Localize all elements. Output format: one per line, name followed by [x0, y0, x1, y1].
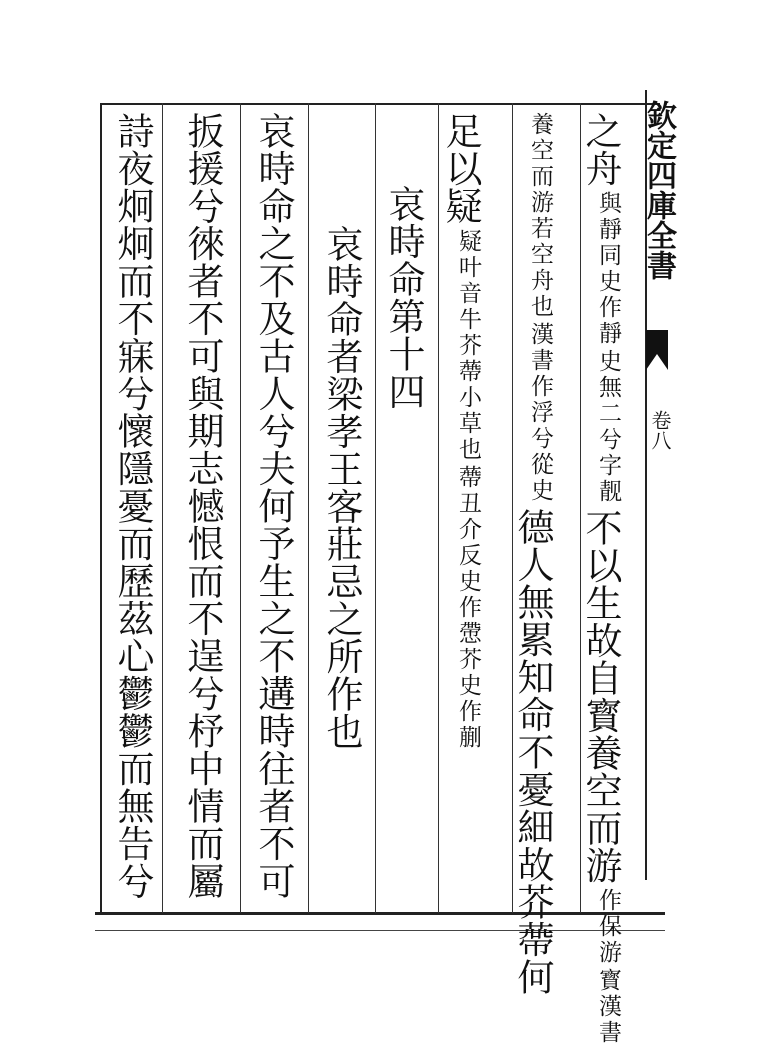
column-rule [375, 103, 376, 913]
main-text: 不以生故自寳養空而游 [579, 509, 622, 884]
frame-top-border [100, 103, 660, 105]
chapter-heading: 哀時命第十四 [382, 185, 425, 410]
commentary-line: 作保游 [595, 888, 621, 966]
volume-label: 卷八 [648, 410, 672, 450]
book-title: 欽定四庫全書 [641, 100, 676, 280]
column-rule [308, 103, 309, 913]
commentary-line: 疑叶音牛芥蔕小草也 [455, 228, 481, 463]
frame-left-border [100, 103, 102, 913]
main-text: 足以疑 [439, 112, 482, 225]
commentary-line: 寳漢書 [595, 968, 621, 1046]
column-rule [162, 103, 163, 913]
commentary-line: 蔕丑介反史作慸芥史作蒯 [455, 464, 481, 751]
commentary-pair [582, 888, 619, 1046]
commentary-pair [582, 191, 619, 505]
frame-bottom-rule [95, 930, 665, 931]
preface-text: 哀時命者梁孝王客莊忌之所作也 [320, 225, 363, 750]
commentary-line: 養空而游若空舟也 [527, 112, 553, 320]
text-column-8: 詩夜炯炯而不寐兮懷隱憂而歷茲心鬱鬱而無告兮 [111, 112, 154, 900]
column-rule [240, 103, 241, 913]
commentary-line: 史無二兮字靓 [595, 349, 621, 505]
text-column-3 [439, 112, 482, 751]
text-column-1 [579, 112, 622, 1046]
commentary-pair [442, 229, 479, 751]
main-text: 德人無累知命不憂細故芥蔕何 [511, 508, 554, 996]
text-column-6: 哀時命之不及古人兮夫何予生之不遘時往者不可 [252, 112, 295, 900]
commentary-line: 漢書作浮兮從史 [527, 322, 553, 504]
text-column-7: 扳援兮徠者不可與期志憾恨而不逞兮杼中情而屬 [181, 112, 224, 900]
main-text: 之舟 [579, 112, 622, 187]
commentary-pair [514, 112, 551, 504]
commentary-line: 與靜同史作靜 [595, 191, 621, 347]
column-rule [438, 103, 439, 913]
text-column-2 [511, 112, 554, 996]
